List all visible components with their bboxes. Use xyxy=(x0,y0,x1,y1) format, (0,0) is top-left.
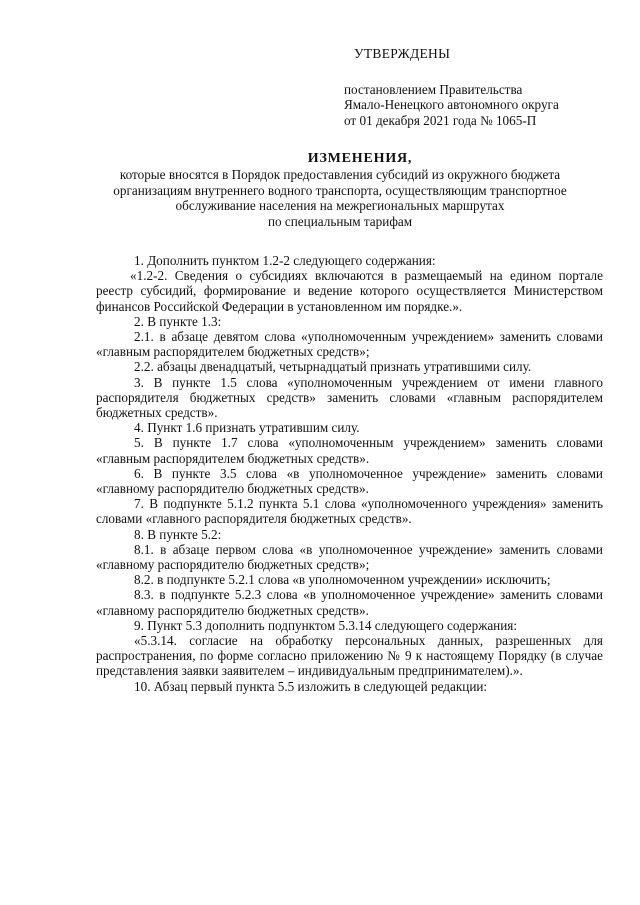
paragraph-8-2: 8.2. в подпункте 5.2.1 слова «в уполномоченном учреждении» исключить; xyxy=(134,572,551,588)
paragraph-9: 9. Пункт 5.3 дополнить подпунктом 5.3.14 следующего содержания: xyxy=(134,617,518,633)
paragraph-3: 3. В пункте 1.5 слова «уполномоченным учреждением от имени главного распорядителя бюджетных средств» заменить словами «главным распорядителем бюджетных средств». xyxy=(96,374,603,421)
paragraph-7: 7. В подпункте 5.1.2 пункта 5.1 слова «уполномоченного учреждения» заменить словами «главного распорядителя бюджетных средств». xyxy=(96,496,603,527)
paragraph-2-2: 2.2. абзацы двенадцатый, четырнадцатый признать утратившими силу. xyxy=(134,359,532,375)
paragraph-4: 4. Пункт 1.6 признать утратившим силу. xyxy=(134,420,360,436)
document-body xyxy=(96,253,603,694)
paragraph-1-quote: «1.2-2. Сведения о субсидиях включаются в размещаемый на едином портале реестр субсидий, формирование и ведение которого осуществляется Министерством финансов Российской Федерации в установленном им порядке.». xyxy=(96,268,603,314)
title-subtitle-line: по специальным тарифам xyxy=(267,213,413,229)
title-main: ИЗМЕНЕНИЯ, xyxy=(307,151,413,166)
approval-heading: УТВЕРЖДЕНЫ xyxy=(354,46,451,61)
title-subtitle-line: организациям внутреннего водного транспорта, осуществляющим транспортное xyxy=(113,182,567,198)
approval-line: от 01 декабря 2021 года № 1065-П xyxy=(344,112,537,128)
approval-line: Ямало-Ненецкого автономного округа xyxy=(344,97,559,113)
approval-stamp xyxy=(344,46,614,128)
paragraph-1: 1. Дополнить пунктом 1.2-2 следующего содержания: xyxy=(134,253,436,268)
approval-line: постановлением Правительства xyxy=(344,82,523,98)
paragraph-8: 8. В пункте 5.2: xyxy=(134,526,222,542)
paragraph-2: 2. В пункте 1.3: xyxy=(134,313,222,329)
paragraph-6: 6. В пункте 3.5 слова «в уполномоченное учреждение» заменить словами «главному распорядителю бюджетных средств». xyxy=(96,465,603,497)
paragraph-5: 5. В пункте 1.7 слова «уполномоченным учреждением» заменить словами «главным распорядителем бюджетных средств». xyxy=(96,435,603,466)
title-subtitle-line: обслуживание населения на межрегиональных маршрутах xyxy=(175,198,505,214)
paragraph-9-quote: «5.3.14. согласие на обработку персональных данных, разрешенных для распространения, по форме согласно приложению № 9 к настоящему Порядку (в случае представления заявки заявителем – индивидуальным предпринимателем).». xyxy=(96,633,603,679)
paragraph-2-1: 2.1. в абзаце девятом слова «уполномоченным учреждением» заменить словами «главным распорядителем бюджетных средств»; xyxy=(96,329,603,360)
document-title xyxy=(70,151,610,229)
title-subtitle-line: которые вносятся в Порядок предоставления субсидий из окружного бюджета xyxy=(119,167,561,183)
paragraph-8-3: 8.3. в подпункте 5.2.3 слова «в уполномоченное учреждение» заменить словами «главному распорядителю бюджетных средств». xyxy=(96,587,603,618)
paragraph-8-1: 8.1. в абзаце первом слова «в уполномоченное учреждение» заменить словами «главному распорядителю бюджетных средств»; xyxy=(96,541,603,573)
paragraph-10: 10. Абзац первый пункта 5.5 изложить в следующей редакции: xyxy=(134,678,488,694)
